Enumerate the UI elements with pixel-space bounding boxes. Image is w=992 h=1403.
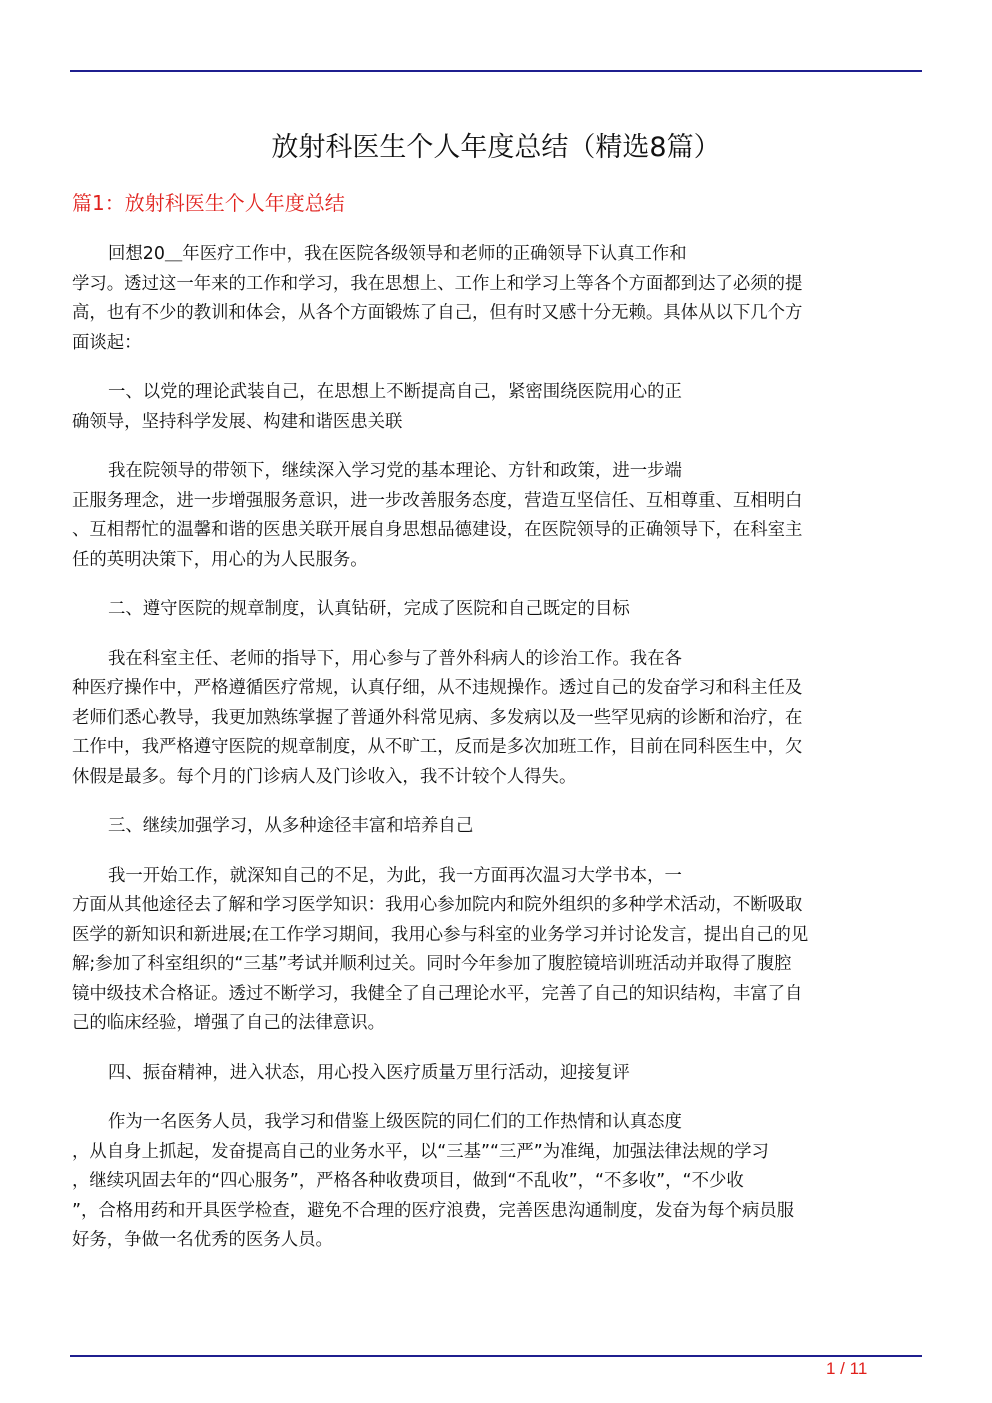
paragraph-line: 二、遵守医院的规章制度，认真钻研，完成了医院和自己既定的目标 bbox=[108, 599, 630, 619]
paragraph-line: ，从自身上抓起，发奋提高自己的业务水平，以“三基”“三严”为准绳，加强法律法规的学习 bbox=[72, 1141, 769, 1162]
paragraph-line: 正服务理念，进一步增强服务意识，进一步改善服务态度，营造互坚信任、互相尊重、互相明白 bbox=[72, 490, 803, 511]
paragraph bbox=[72, 457, 918, 575]
paragraph-line: 工作中，我严格遵守医院的规章制度，从不旷工，反而是多次加班工作，目前在同科医生中，欠 bbox=[72, 737, 803, 757]
paragraph bbox=[72, 645, 918, 793]
paragraph-line: 作为一名医务人员，我学习和借鉴上级医院的同仁们的工作热情和认真态度 bbox=[108, 1112, 682, 1132]
paragraph bbox=[72, 378, 918, 437]
paragraph-line: 方面从其他途径去了解和学习医学知识：我用心参加院内和院外组织的多种学术活动，不断吸取 bbox=[72, 895, 803, 915]
paragraph-line: ，继续巩固去年的“四心服务”，严格各种收费项目，做到“不乱收”，“不多收”，“不少收 bbox=[72, 1171, 744, 1191]
page-number: 1 / 11 bbox=[826, 1359, 868, 1378]
paragraph-line: 老师们悉心教导，我更加熟练掌握了普通外科常见病、多发病以及一些罕见病的诊断和治疗，在 bbox=[72, 707, 803, 728]
paragraph-line: 休假是最多。每个月的门诊病人及门诊收入，我不计较个人得失。 bbox=[72, 766, 577, 787]
paragraph-line: 我一开始工作，就深知自己的不足，为此，我一方面再次温习大学书本，一 bbox=[108, 865, 682, 886]
paragraph-line: 面谈起： bbox=[72, 332, 142, 353]
paragraph-line: 我在院领导的带领下，继续深入学习党的基本理论、方针和政策，进一步端 bbox=[108, 461, 682, 481]
paragraph-line: 、互相帮忙的温馨和谐的医患关联开展自身思想品德建设，在医院领导的正确领导下，在科室主 bbox=[72, 520, 803, 540]
section-heading: 篇1：放射科医生个人年度总结 bbox=[72, 191, 345, 215]
paragraph bbox=[72, 595, 918, 625]
header-rule bbox=[70, 70, 922, 72]
document-title: 放射科医生个人年度总结（精选8篇） bbox=[271, 132, 721, 163]
paragraph-line: 任的英明决策下，用心的为人民服务。 bbox=[72, 549, 368, 570]
document-body bbox=[72, 240, 918, 1276]
paragraph-line: 四、振奋精神，进入状态，用心投入医疗质量万里行活动，迎接复评 bbox=[108, 1062, 630, 1083]
paragraph-line: 一、以党的理论武装自己，在思想上不断提高自己，紧密围绕医院用心的正 bbox=[108, 382, 682, 402]
paragraph bbox=[72, 1108, 918, 1256]
paragraph-line: 我在科室主任、老师的指导下，用心参与了普外科病人的诊治工作。我在各 bbox=[108, 648, 682, 669]
paragraph bbox=[72, 240, 918, 358]
paragraph-line: 解;参加了科室组织的“三基”考试并顺利过关。同时今年参加了腹腔镜培训班活动并取得了腹腔 bbox=[72, 954, 792, 974]
paragraph-line: ”，合格用药和开具医学检查，避免不合理的医疗浪费，完善医患沟通制度，发奋为每个病员服 bbox=[72, 1200, 795, 1221]
paragraph bbox=[72, 862, 918, 1039]
paragraph-line: 好务，争做一名优秀的医务人员。 bbox=[72, 1230, 333, 1250]
paragraph-line: 回想20＿年医疗工作中，我在医院各级领导和老师的正确领导下认真工作和 bbox=[108, 244, 687, 264]
paragraph-line: 三、继续加强学习，从多种途径丰富和培养自己 bbox=[108, 816, 474, 836]
paragraph bbox=[72, 1059, 918, 1089]
paragraph-line: 己的临床经验，增强了自己的法律意识。 bbox=[72, 1013, 386, 1033]
paragraph-line: 镜中级技术合格证。透过不断学习，我健全了自己理论水平，完善了自己的知识结构，丰富了自 bbox=[72, 983, 803, 1004]
paragraph-line: 种医疗操作中，严格遵循医疗常规，认真仔细，从不违规操作。透过自己的发奋学习和科主任及 bbox=[72, 678, 803, 698]
footer-rule bbox=[70, 1355, 922, 1357]
paragraph-line: 确领导，坚持科学发展、构建和谐医患关联 bbox=[72, 411, 403, 432]
paragraph-line: 高，也有不少的教训和体会，从各个方面锻炼了自己，但有时又感十分无赖。具体从以下几个方 bbox=[72, 303, 803, 323]
paragraph-line: 医学的新知识和新进展;在工作学习期间，我用心参与科室的业务学习并讨论发言，提出自己的见 bbox=[72, 924, 809, 945]
paragraph-line: 学习。透过这一年来的工作和学习，我在思想上、工作上和学习上等各个方面都到达了必须的提 bbox=[72, 273, 803, 294]
paragraph bbox=[72, 812, 918, 842]
